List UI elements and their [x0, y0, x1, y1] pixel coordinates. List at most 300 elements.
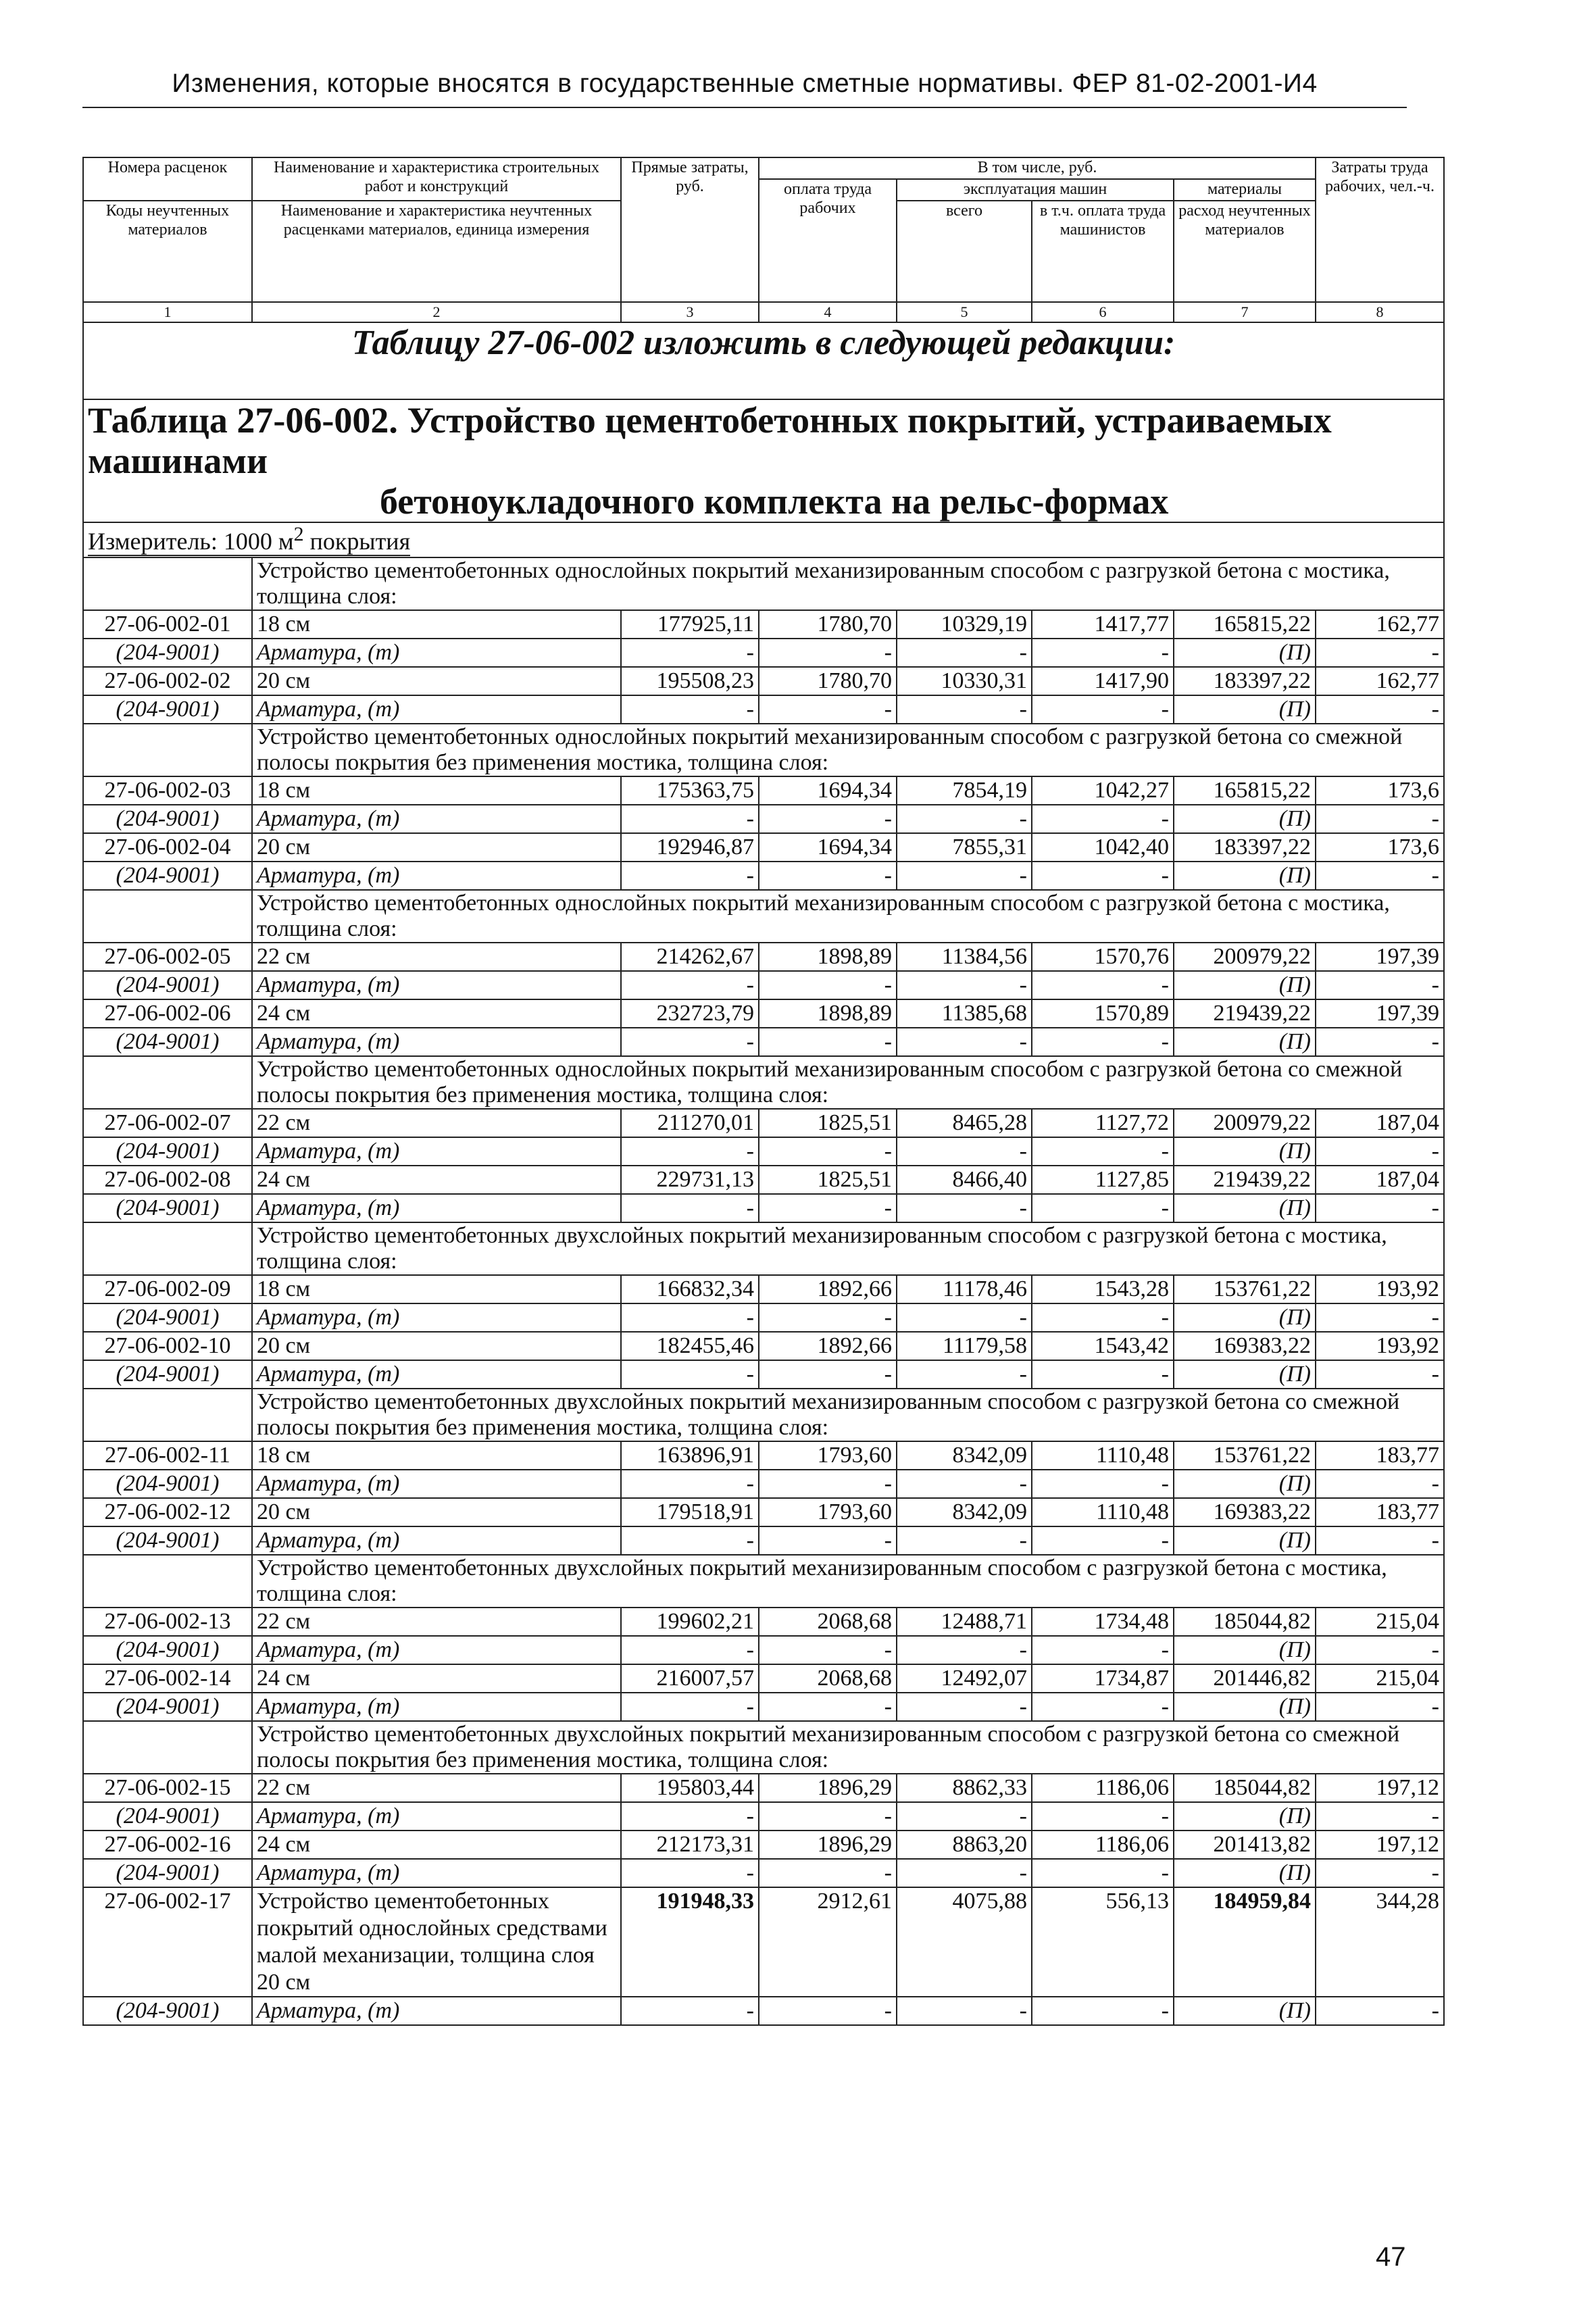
- machine-labor-cost: 1110,48: [1032, 1441, 1174, 1470]
- dash-cell: -: [1032, 1194, 1174, 1222]
- direct-cost: 212173,31: [621, 1831, 759, 1859]
- section-title: Устройство цементобетонных однослойных покрытий механизированным способом с разгрузкой бетона со смежной полосы покрытия без применения мостика, толщина слоя:: [252, 1056, 1444, 1109]
- material-code: (204-9001): [83, 1470, 252, 1498]
- labor-cost: 2912,61: [759, 1887, 897, 1997]
- page-number: 47: [1376, 2242, 1406, 2272]
- material-flag: (П): [1174, 1997, 1316, 2025]
- dash-cell: -: [1032, 805, 1174, 833]
- rate-row: [83, 667, 1444, 695]
- group-header: В том числе, руб.: [759, 157, 1316, 179]
- material-name: Арматура, (т): [252, 1360, 621, 1389]
- direct-cost: 163896,91: [621, 1441, 759, 1470]
- dash-cell: -: [1316, 862, 1444, 890]
- dash-cell: -: [759, 971, 897, 999]
- column-number: 8: [1316, 302, 1444, 322]
- dash-cell: -: [1316, 805, 1444, 833]
- dash-cell: -: [1316, 695, 1444, 724]
- material-code: (204-9001): [83, 805, 252, 833]
- section-spacer: [83, 724, 252, 776]
- dash-cell: -: [759, 1997, 897, 2025]
- rate-code: 27-06-002-08: [83, 1166, 252, 1194]
- labor-cost: 1892,66: [759, 1332, 897, 1360]
- labor-hours: 197,12: [1316, 1774, 1444, 1802]
- material-flag: (П): [1174, 1636, 1316, 1664]
- material-name: Арматура, (т): [252, 1859, 621, 1887]
- page-header: Изменения, которые вносятся в государственные сметные нормативы. ФЕР 81-02-2001-И4: [172, 69, 1318, 98]
- material-code: (204-9001): [83, 1859, 252, 1887]
- material-flag: (П): [1174, 1526, 1316, 1555]
- labor-cost: 1793,60: [759, 1441, 897, 1470]
- material-flag: (П): [1174, 1028, 1316, 1056]
- material-flag: (П): [1174, 971, 1316, 999]
- dash-cell: -: [1316, 1194, 1444, 1222]
- dash-cell: -: [1032, 1470, 1174, 1498]
- dash-cell: -: [897, 1526, 1032, 1555]
- section-title: Устройство цементобетонных двухслойных покрытий механизированным способом с разгрузкой бетона со смежной полосы покрытия без применения мостика, толщина слоя:: [252, 1721, 1444, 1774]
- dash-cell: -: [897, 1470, 1032, 1498]
- machine-cost: 8862,33: [897, 1774, 1032, 1802]
- machine-labor-cost: 1042,40: [1032, 833, 1174, 862]
- material-row: [83, 1802, 1444, 1831]
- labor-cost: 1694,34: [759, 776, 897, 805]
- dash-cell: -: [897, 1636, 1032, 1664]
- section-title: Устройство цементобетонных двухслойных покрытий механизированным способом с разгрузкой бетона с мостика, толщина слоя:: [252, 1555, 1444, 1608]
- material-code: (204-9001): [83, 971, 252, 999]
- machine-cost: 11178,46: [897, 1275, 1032, 1303]
- section-row: [83, 1555, 1444, 1608]
- dash-cell: -: [1316, 971, 1444, 999]
- material-name: Арматура, (т): [252, 1137, 621, 1166]
- rate-code: 27-06-002-14: [83, 1664, 252, 1693]
- dash-cell: -: [621, 1636, 759, 1664]
- material-name: Арматура, (т): [252, 862, 621, 890]
- material-flag: (П): [1174, 1137, 1316, 1166]
- dash-cell: -: [1032, 1028, 1174, 1056]
- material-name: Арматура, (т): [252, 1997, 621, 2025]
- materials-cost: 153761,22: [1174, 1275, 1316, 1303]
- rate-code: 27-06-002-09: [83, 1275, 252, 1303]
- direct-cost: 191948,33: [621, 1887, 759, 1997]
- material-flag: (П): [1174, 1859, 1316, 1887]
- material-row: [83, 1303, 1444, 1332]
- dash-cell: -: [897, 1303, 1032, 1332]
- material-flag: (П): [1174, 862, 1316, 890]
- dash-cell: -: [621, 1028, 759, 1056]
- dash-cell: -: [1032, 1303, 1174, 1332]
- rate-row: [83, 776, 1444, 805]
- material-row: [83, 1997, 1444, 2025]
- material-row: [83, 1526, 1444, 1555]
- material-row: [83, 862, 1444, 890]
- dash-cell: -: [621, 639, 759, 667]
- section-row: [83, 1721, 1444, 1774]
- dash-cell: -: [1316, 1360, 1444, 1389]
- dash-cell: -: [759, 1470, 897, 1498]
- material-code: (204-9001): [83, 862, 252, 890]
- header-row-1: [83, 157, 1444, 179]
- dash-cell: -: [1316, 1859, 1444, 1887]
- material-name: Арматура, (т): [252, 1526, 621, 1555]
- dash-cell: -: [1032, 1636, 1174, 1664]
- col4-header: оплата труда рабочих: [759, 179, 897, 302]
- material-name: Арматура, (т): [252, 695, 621, 724]
- dash-cell: -: [1032, 639, 1174, 667]
- machine-cost: 8342,09: [897, 1441, 1032, 1470]
- material-name: Арматура, (т): [252, 1194, 621, 1222]
- rate-name: 22 см: [252, 1608, 621, 1636]
- section-spacer: [83, 890, 252, 943]
- machine-cost: 8342,09: [897, 1498, 1032, 1526]
- section-title: Устройство цементобетонных двухслойных покрытий механизированным способом с разгрузкой бетона с мостика, толщина слоя:: [252, 1222, 1444, 1275]
- direct-cost: 211270,01: [621, 1109, 759, 1137]
- dash-cell: -: [759, 1137, 897, 1166]
- material-flag: (П): [1174, 805, 1316, 833]
- material-row: [83, 1194, 1444, 1222]
- dash-cell: -: [621, 805, 759, 833]
- rate-row: [83, 943, 1444, 971]
- dash-cell: -: [897, 1859, 1032, 1887]
- material-row: [83, 1137, 1444, 1166]
- dash-cell: -: [1316, 1802, 1444, 1831]
- rate-code: 27-06-002-02: [83, 667, 252, 695]
- material-flag: (П): [1174, 1693, 1316, 1721]
- machine-cost: 12492,07: [897, 1664, 1032, 1693]
- labor-hours: 183,77: [1316, 1441, 1444, 1470]
- dash-cell: -: [759, 1802, 897, 1831]
- material-name: Арматура, (т): [252, 1693, 621, 1721]
- col8-header: Затраты труда рабочих, чел.-ч.: [1316, 157, 1444, 302]
- rate-row: [83, 833, 1444, 862]
- rate-name: 22 см: [252, 943, 621, 971]
- machine-labor-cost: 1042,27: [1032, 776, 1174, 805]
- rate-name: 18 см: [252, 776, 621, 805]
- rate-row-last: [83, 1887, 1444, 1997]
- direct-cost: 182455,46: [621, 1332, 759, 1360]
- dash-cell: -: [759, 1693, 897, 1721]
- materials-cost: 183397,22: [1174, 667, 1316, 695]
- labor-hours: 187,04: [1316, 1166, 1444, 1194]
- machine-labor-cost: 1186,06: [1032, 1774, 1174, 1802]
- labor-hours: 197,39: [1316, 943, 1444, 971]
- material-row: [83, 1028, 1444, 1056]
- rate-code: 27-06-002-11: [83, 1441, 252, 1470]
- material-name: Арматура, (т): [252, 1470, 621, 1498]
- material-flag: (П): [1174, 639, 1316, 667]
- materials-cost: 184959,84: [1174, 1887, 1316, 1997]
- material-name: Арматура, (т): [252, 1636, 621, 1664]
- material-row: [83, 1636, 1444, 1664]
- table-title-line-2: бетоноукладочного комплекта на рельс-формах: [380, 481, 1169, 522]
- section-spacer: [83, 557, 252, 610]
- material-flag: (П): [1174, 1360, 1316, 1389]
- section-row: [83, 1389, 1444, 1441]
- rate-row: [83, 1608, 1444, 1636]
- machine-cost: 7855,31: [897, 833, 1032, 862]
- machine-cost: 7854,19: [897, 776, 1032, 805]
- rate-code: 27-06-002-17: [83, 1887, 252, 1997]
- materials-cost: 200979,22: [1174, 943, 1316, 971]
- dash-cell: -: [1316, 1526, 1444, 1555]
- dash-cell: -: [621, 971, 759, 999]
- rate-code: 27-06-002-13: [83, 1608, 252, 1636]
- section-spacer: [83, 1389, 252, 1441]
- dash-cell: -: [1032, 1802, 1174, 1831]
- material-row: [83, 1360, 1444, 1389]
- col6-header: в т.ч. оплата труда машинистов: [1032, 201, 1174, 302]
- labor-cost: 1896,29: [759, 1774, 897, 1802]
- section-row: [83, 1056, 1444, 1109]
- machine-labor-cost: 1734,87: [1032, 1664, 1174, 1693]
- rate-name: 20 см: [252, 667, 621, 695]
- material-name: Арматура, (т): [252, 639, 621, 667]
- labor-hours: 193,92: [1316, 1275, 1444, 1303]
- materials-cost: 169383,22: [1174, 1498, 1316, 1526]
- material-flag: (П): [1174, 1470, 1316, 1498]
- labor-hours: 197,12: [1316, 1831, 1444, 1859]
- dash-cell: -: [1316, 1636, 1444, 1664]
- labor-hours: 197,39: [1316, 999, 1444, 1028]
- rate-row: [83, 999, 1444, 1028]
- col7-header: расход неучтенных материалов: [1174, 201, 1316, 302]
- dash-cell: -: [621, 1137, 759, 1166]
- labor-cost: 1898,89: [759, 999, 897, 1028]
- direct-cost: 166832,34: [621, 1275, 759, 1303]
- dash-cell: -: [897, 1360, 1032, 1389]
- dash-cell: -: [759, 1194, 897, 1222]
- column-number: 4: [759, 302, 897, 322]
- dash-cell: -: [897, 1997, 1032, 2025]
- dash-cell: -: [897, 1137, 1032, 1166]
- dash-cell: -: [621, 1526, 759, 1555]
- dash-cell: -: [1316, 1137, 1444, 1166]
- material-code: (204-9001): [83, 1802, 252, 1831]
- labor-hours: 193,92: [1316, 1332, 1444, 1360]
- rate-code: 27-06-002-10: [83, 1332, 252, 1360]
- materials-cost: 201446,82: [1174, 1664, 1316, 1693]
- machine-labor-cost: 1570,76: [1032, 943, 1174, 971]
- machine-labor-cost: 1543,28: [1032, 1275, 1174, 1303]
- dash-cell: -: [759, 805, 897, 833]
- materials-cost: 153761,22: [1174, 1441, 1316, 1470]
- dash-cell: -: [897, 1693, 1032, 1721]
- rate-code: 27-06-002-05: [83, 943, 252, 971]
- machine-cost: 8466,40: [897, 1166, 1032, 1194]
- direct-cost: 229731,13: [621, 1166, 759, 1194]
- dash-cell: -: [1032, 1360, 1174, 1389]
- measure-superscript: 2: [293, 523, 304, 545]
- dash-cell: -: [1032, 1997, 1174, 2025]
- dash-cell: -: [759, 1859, 897, 1887]
- machine-cost: 8863,20: [897, 1831, 1032, 1859]
- labor-cost: 1780,70: [759, 667, 897, 695]
- material-name: Арматура, (т): [252, 971, 621, 999]
- rate-name: 22 см: [252, 1109, 621, 1137]
- labor-hours: 187,04: [1316, 1109, 1444, 1137]
- section-row: [83, 1222, 1444, 1275]
- machine-labor-cost: 1417,90: [1032, 667, 1174, 695]
- material-row: [83, 1470, 1444, 1498]
- rate-row: [83, 1109, 1444, 1137]
- dash-cell: -: [897, 862, 1032, 890]
- dash-cell: -: [1316, 1693, 1444, 1721]
- rate-name: 20 см: [252, 1498, 621, 1526]
- rate-row: [83, 1441, 1444, 1470]
- dash-cell: -: [1032, 1137, 1174, 1166]
- materials-cost: 165815,22: [1174, 610, 1316, 639]
- rate-row: [83, 610, 1444, 639]
- rate-name: 24 см: [252, 999, 621, 1028]
- dash-cell: -: [1316, 1470, 1444, 1498]
- material-code: (204-9001): [83, 639, 252, 667]
- labor-hours: 344,28: [1316, 1887, 1444, 1997]
- material-code: (204-9001): [83, 1693, 252, 1721]
- dash-cell: -: [897, 695, 1032, 724]
- rate-code: 27-06-002-07: [83, 1109, 252, 1137]
- direct-cost: 232723,79: [621, 999, 759, 1028]
- section-spacer: [83, 1721, 252, 1774]
- dash-cell: -: [759, 1636, 897, 1664]
- labor-hours: 183,77: [1316, 1498, 1444, 1526]
- dash-cell: -: [621, 1693, 759, 1721]
- material-code: (204-9001): [83, 1360, 252, 1389]
- labor-hours: 173,6: [1316, 833, 1444, 862]
- material-name: Арматура, (т): [252, 1028, 621, 1056]
- rate-row: [83, 1831, 1444, 1859]
- labor-hours: 162,77: [1316, 667, 1444, 695]
- materials-cost: 201413,82: [1174, 1831, 1316, 1859]
- materials-cost: 219439,22: [1174, 1166, 1316, 1194]
- header-rule: [82, 107, 1407, 108]
- column-number: 3: [621, 302, 759, 322]
- dash-cell: -: [621, 1360, 759, 1389]
- material-code: (204-9001): [83, 1303, 252, 1332]
- labor-cost: 1898,89: [759, 943, 897, 971]
- dash-cell: -: [621, 1802, 759, 1831]
- rate-name: Устройство цементобетонных покрытий однослойных средствами малой механизации, толщина слоя 20 см: [252, 1887, 621, 1997]
- dash-cell: -: [1032, 695, 1174, 724]
- direct-cost: 177925,11: [621, 610, 759, 639]
- rate-code: 27-06-002-03: [83, 776, 252, 805]
- material-flag: (П): [1174, 1303, 1316, 1332]
- rate-row: [83, 1498, 1444, 1526]
- dash-cell: -: [621, 1194, 759, 1222]
- rate-name: 20 см: [252, 1332, 621, 1360]
- material-row: [83, 971, 1444, 999]
- dash-cell: -: [1316, 1028, 1444, 1056]
- machine-cost: 10329,19: [897, 610, 1032, 639]
- dash-cell: -: [897, 805, 1032, 833]
- labor-cost: 1825,51: [759, 1166, 897, 1194]
- material-code: (204-9001): [83, 1636, 252, 1664]
- labor-hours: 215,04: [1316, 1608, 1444, 1636]
- materials-cost: 185044,82: [1174, 1774, 1316, 1802]
- machine-labor-cost: 1110,48: [1032, 1498, 1174, 1526]
- machine-cost: 8465,28: [897, 1109, 1032, 1137]
- labor-hours: 162,77: [1316, 610, 1444, 639]
- measure-label: Измеритель: 1000 м: [88, 528, 294, 555]
- rate-name: 18 см: [252, 1441, 621, 1470]
- dash-cell: -: [759, 1360, 897, 1389]
- material-row: [83, 1859, 1444, 1887]
- machine-labor-cost: 1127,72: [1032, 1109, 1174, 1137]
- rate-name: 20 см: [252, 833, 621, 862]
- dash-cell: -: [621, 695, 759, 724]
- material-row: [83, 639, 1444, 667]
- col1-bottom-header: Коды неучтенных материалов: [83, 201, 252, 302]
- rate-row: [83, 1332, 1444, 1360]
- dash-cell: -: [1316, 1997, 1444, 2025]
- labor-cost: 1892,66: [759, 1275, 897, 1303]
- section-title: Устройство цементобетонных однослойных покрытий механизированным способом с разгрузкой бетона со смежной полосы покрытия без применения мостика, толщина слоя:: [252, 724, 1444, 776]
- labor-cost: 2068,68: [759, 1664, 897, 1693]
- measure-row: [83, 522, 1444, 557]
- col3-header: Прямые затраты, руб.: [621, 157, 759, 302]
- instruction-text: Таблицу 27-06-002 изложить в следующей редакции:: [83, 322, 1444, 399]
- machine-cost: 10330,31: [897, 667, 1032, 695]
- material-row: [83, 695, 1444, 724]
- dash-cell: -: [621, 1470, 759, 1498]
- machine-cost: 12488,71: [897, 1608, 1032, 1636]
- material-code: (204-9001): [83, 695, 252, 724]
- direct-cost: 195803,44: [621, 1774, 759, 1802]
- rate-code: 27-06-002-12: [83, 1498, 252, 1526]
- machine-labor-cost: 1570,89: [1032, 999, 1174, 1028]
- section-spacer: [83, 1555, 252, 1608]
- machines-header: эксплуатация машин: [897, 179, 1174, 201]
- rate-code: 27-06-002-01: [83, 610, 252, 639]
- dash-cell: -: [897, 971, 1032, 999]
- section-title: Устройство цементобетонных однослойных покрытий механизированным способом с разгрузкой бетона с мостика, толщина слоя:: [252, 557, 1444, 610]
- table-title-line-1: Таблица 27-06-002. Устройство цементобетонных покрытий, устраиваемых машинами: [88, 400, 1332, 481]
- dash-cell: -: [621, 1997, 759, 2025]
- column-number: 7: [1174, 302, 1316, 322]
- dash-cell: -: [897, 639, 1032, 667]
- machine-labor-cost: 1417,77: [1032, 610, 1174, 639]
- direct-cost: 199602,21: [621, 1608, 759, 1636]
- labor-cost: 1793,60: [759, 1498, 897, 1526]
- materials-cost: 219439,22: [1174, 999, 1316, 1028]
- dash-cell: -: [897, 1194, 1032, 1222]
- labor-hours: 215,04: [1316, 1664, 1444, 1693]
- measure-text: [88, 523, 411, 556]
- machine-labor-cost: 556,13: [1032, 1887, 1174, 1997]
- labor-cost: 1896,29: [759, 1831, 897, 1859]
- materials-cost: 183397,22: [1174, 833, 1316, 862]
- materials-cost: 185044,82: [1174, 1608, 1316, 1636]
- dash-cell: -: [1032, 862, 1174, 890]
- section-title: Устройство цементобетонных двухслойных покрытий механизированным способом с разгрузкой бетона со смежной полосы покрытия без применения мостика, толщина слоя:: [252, 1389, 1444, 1441]
- labor-cost: 1694,34: [759, 833, 897, 862]
- rate-row: [83, 1664, 1444, 1693]
- machine-cost: 11385,68: [897, 999, 1032, 1028]
- material-code: (204-9001): [83, 1194, 252, 1222]
- rate-row: [83, 1275, 1444, 1303]
- column-number: 6: [1032, 302, 1174, 322]
- rate-row: [83, 1166, 1444, 1194]
- material-code: (204-9001): [83, 1137, 252, 1166]
- material-code: (204-9001): [83, 1526, 252, 1555]
- direct-cost: 192946,87: [621, 833, 759, 862]
- rate-code: 27-06-002-16: [83, 1831, 252, 1859]
- material-row: [83, 1693, 1444, 1721]
- rate-name: 24 см: [252, 1831, 621, 1859]
- dash-cell: -: [621, 1303, 759, 1332]
- labor-cost: 1825,51: [759, 1109, 897, 1137]
- section-row: [83, 724, 1444, 776]
- section-row: [83, 890, 1444, 943]
- labor-cost: 1780,70: [759, 610, 897, 639]
- dash-cell: -: [897, 1802, 1032, 1831]
